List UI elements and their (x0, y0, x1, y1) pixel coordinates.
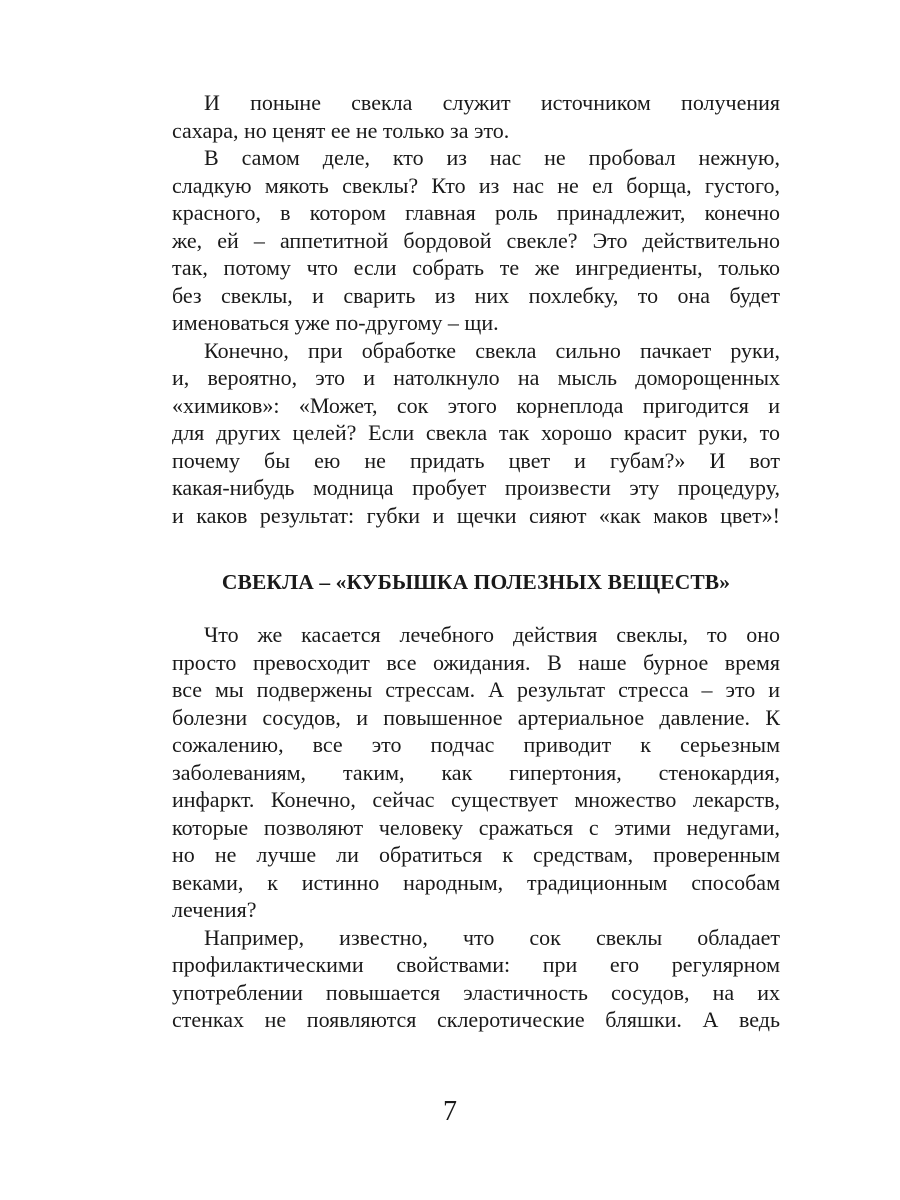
paragraph-line: И поныне свекла служит источником получения (204, 90, 780, 115)
paragraph-line: инфаркт. Конечно, сейчас существует множество лекарств, (172, 787, 780, 812)
paragraph-line: просто превосходит все ожидания. В наше бурное время (172, 649, 780, 675)
paragraph-line: которые позволяют человеку сражаться с этими недугами, (172, 814, 780, 840)
paragraph-line: болезни сосудов, и повышенное артериальное давление. К (172, 704, 780, 730)
paragraph-line: заболеваниям, таким, как гипертония, стенокардия, (172, 759, 780, 785)
paragraph-line: для других целей? Если свекла так хорошо красит руки, то (172, 420, 780, 445)
paragraph-line: именоваться уже по-другому – щи. (172, 310, 499, 335)
paragraph-line: Например, известно, что сок свеклы обладает (204, 924, 780, 950)
paragraph-line: «химиков»: «Может, сок этого корнеплода пригодится и (172, 392, 780, 418)
paragraph-line: какая-нибудь модница пробует произвести эту процедуру, (172, 475, 780, 500)
paragraph-line: же, ей – аппетитной бордовой свекле? Это действительно (172, 227, 780, 253)
paragraph-line: Что же касается лечебного действия свеклы, то оно (204, 622, 780, 647)
paragraph-line: красного, в котором главная роль принадлежит, конечно (172, 200, 780, 225)
paragraph-line: В самом деле, кто из нас не пробовал нежную, (204, 145, 780, 170)
paragraph-line: но не лучше ли обратиться к средствам, проверенным (172, 842, 780, 867)
paragraph-line: почему бы ею не придать цвет и губам?» И вот (172, 447, 780, 473)
section-heading: СВЕКЛА – «КУБЫШКА ПОЛЕЗНЫХ ВЕЩЕСТВ» (221, 570, 731, 594)
paragraph-line: стенках не появляются склеротические бляшки. А ведь (172, 1007, 780, 1032)
paragraph-line: профилактическими свойствами: при его регулярном (172, 952, 780, 977)
paragraph-line: Конечно, при обработке свекла сильно пачкает руки, (204, 337, 780, 363)
paragraph-line: лечения? (172, 897, 257, 922)
paragraph-line: сахара, но ценят ее не только за это. (172, 117, 510, 143)
page-number: 7 (443, 1096, 457, 1127)
paragraph-line: без свеклы, и сварить из них похлебку, то она будет (172, 282, 780, 308)
text-block-intro (172, 89, 780, 529)
paragraph-line: веками, к истинно народным, традиционным способам (172, 869, 780, 895)
text-block-healing (172, 621, 780, 1034)
paragraph-line: и каков результат: губки и щечки сияют «как маков цвет»! (172, 502, 780, 528)
paragraph-line: употреблении повышается эластичность сосудов, на их (172, 979, 780, 1005)
paragraph-line: и, вероятно, это и натолкнуло на мысль доморощенных (172, 365, 780, 390)
paragraph-line: сладкую мякоть свеклы? Кто из нас не ел борща, густого, (172, 172, 780, 198)
paragraph-line: все мы подвержены стрессам. А результат стресса – это и (172, 677, 780, 702)
paragraph-line: так, потому что если собрать те же ингредиенты, только (172, 255, 780, 280)
paragraph-line: сожалению, все это подчас приводит к серьезным (172, 732, 780, 757)
